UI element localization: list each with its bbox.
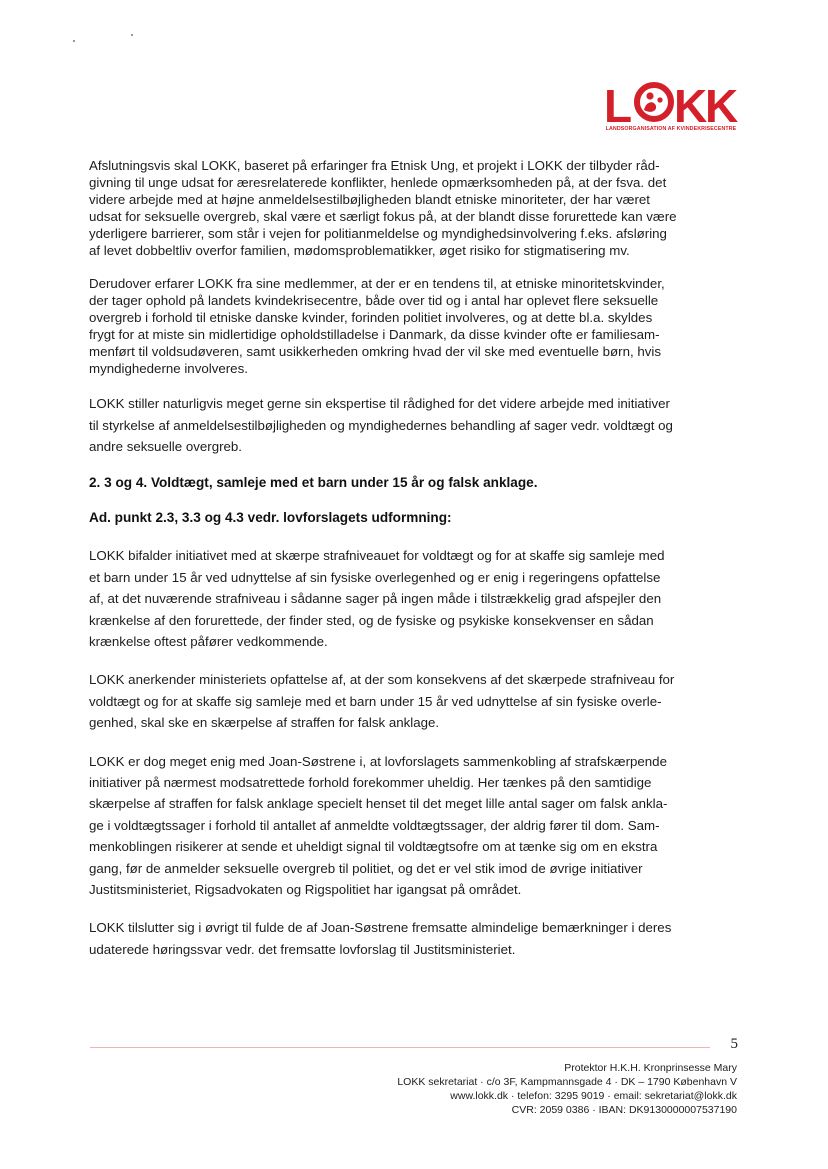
paragraph-joan-soestrene: [89, 751, 741, 901]
text-line: skærpelse af straffen for falsk anklage specielt henset til det meget lille antal sager om falsk ankla-: [89, 796, 668, 812]
text-line: LOKK tilslutter sig i øvrigt til fulde de af Joan-Søstrene fremsatte almindelige bemærkninger i deres: [89, 920, 672, 936]
text-line: menført til voldsudøveren, samt usikkerheden omkring hvad der vil ske med eventuelle børn, hvis: [89, 343, 662, 359]
paragraph-bifalder: [89, 545, 741, 652]
paragraph-ekspertise: [89, 393, 741, 457]
lokk-wordmark: [602, 78, 740, 128]
text-line: af levet dobbeltliv overfor familien, mødomsproblematikker, øget risiko for stigmatisering mv.: [89, 243, 630, 259]
lokk-logo: [602, 78, 740, 136]
paragraph-etnisk-ung: [89, 157, 741, 260]
logo-letter-k-second: K: [705, 80, 739, 128]
page-number: 5: [730, 1036, 738, 1052]
text-line: frygt for at miste sin midlertidige opholdstilladelse i Danmark, da disse kvinder ofte er familiesam-: [89, 326, 660, 342]
text-line: udaterede høringssvar vedr. det fremsatte lovforslag til Justitsministeriet.: [89, 941, 516, 957]
text-line: LOKK stiller naturligvis meget gerne sin ekspertise til rådighed for det videre arbejde med initiativer: [89, 396, 670, 412]
text-line: udsat for seksuelle overgreb, skal være et særligt fokus på, at der blandt disse forurettede kan være: [89, 209, 677, 225]
text-line: yderligere barrierer, som står i vejen for politianmeldelse og myndighedsinvolvering f.eks. afsløring: [89, 226, 667, 242]
text-line: et barn under 15 år ved udnyttelse af sin fysiske overlegenhed og er enig i regeringens opfattelse: [89, 569, 661, 585]
subsection-heading: Ad. punkt 2.3, 3.3 og 4.3 vedr. lovforslagets udformning:: [89, 510, 452, 526]
text-line: overgreb i forhold til etniske danske kvinder, forinden politiet involveres, og at dette bl.a. skyldes: [89, 309, 653, 325]
footer-divider: [90, 1047, 710, 1048]
scan-speck: [73, 40, 75, 42]
paragraph-anerkender: [89, 669, 741, 733]
text-line: videre arbejde med at højne anmeldelsestilbøjligheden blandt etniske minoriteter, der har været: [89, 192, 650, 208]
footer-contact-block: [397, 1061, 737, 1117]
paragraph-minoritetskvinder: [89, 275, 741, 378]
text-line: til styrkelse af anmeldelsestilbøjligheden og myndighedernes behandling af sager vedr. voldtægt og: [89, 417, 673, 433]
text-line: genhed, skal ske en skærpelse af straffen for falsk anklage.: [89, 715, 440, 731]
text-line: initiativer på nærmest modsatrettede forhold forekommer uheldig. Her tænkes på den samtidige: [89, 775, 652, 790]
text-line: LOKK bifalder initiativet med at skærpe strafniveauet for voldtægt og for at skaffe sig samleje med: [89, 548, 665, 564]
text-line: myndighederne involveres.: [89, 361, 248, 377]
text-line: krænkelse oftest påfører vedkommende.: [89, 633, 328, 649]
logo-ring-emblem: [637, 85, 671, 119]
logo-tagline: LANDSORGANISATION AF KVINDEKRISECENTRE: [605, 126, 737, 132]
scan-speck: [131, 34, 133, 36]
text-line: LOKK er dog meget enig med Joan-Søstrene i, at lovforslagets sammenkobling af strafskærpende: [89, 753, 667, 769]
footer-bank-line: CVR: 2059 0386 · IBAN: DK9130000007537190: [511, 1104, 737, 1116]
section-heading: 2. 3 og 4. Voldtægt, samleje med et barn under 15 år og falsk anklage.: [89, 475, 538, 491]
footer-patron-line: Protektor H.K.H. Kronprinsesse Mary: [564, 1062, 737, 1074]
text-line: af, at det nuværende strafniveau i sådanne sager på ingen måde i tilstrækkelig grad afspejler den: [89, 591, 662, 607]
text-line: krænkelse af den forurettede, der finder sted, og de fysiske og psykiske konsekvenser en sådan: [89, 612, 654, 628]
paragraph-tilslutter: [89, 917, 741, 960]
text-line: voldtægt og for at skaffe sig samleje med et barn under 15 år ved udnyttelse af sin fysiske overle-: [89, 693, 662, 709]
text-line: Afslutningsvis skal LOKK, baseret på erfaringer fra Etnisk Ung, et projekt i LOKK der tilbyder råd-: [89, 158, 660, 173]
text-line: LOKK anerkender ministeriets opfattelse af, at der som konsekvens af det skærpede strafniveau for: [89, 672, 675, 688]
letter-body: [89, 157, 741, 960]
text-line: Derudover erfarer LOKK fra sine medlemmer, at der er en tendens til, at etniske minoritetskvinder,: [89, 275, 665, 291]
text-line: ge i voldtægtssager i forhold til antallet af anmeldte voldtægtssager, der aldrig fører til dom. Sam-: [89, 817, 660, 833]
logo-letter-l: L: [604, 80, 633, 128]
text-line: andre seksuelle overgreb.: [89, 438, 243, 454]
footer-address-line: LOKK sekretariat · c/o 3F, Kampmannsgade 4 · DK – 1790 København V: [397, 1076, 737, 1088]
text-line: der tager ophold på landets kvindekrisecentre, både over tid og i antal har oplevet flere seksuelle: [89, 292, 659, 308]
footer-contact-line: www.lokk.dk · telefon: 3295 9019 · email: sekretariat@lokk.dk: [450, 1090, 737, 1102]
logo-letter-k-first: K: [674, 80, 708, 128]
text-line: givning til unge udsat for æresrelaterede konflikter, henlede opmærksomheden på, at der fsva. det: [89, 175, 667, 191]
text-line: menkoblingen risikerer at sende et uheldigt signal til voldtægtsofre om at tænke sig om en ekstra: [89, 839, 658, 855]
text-line: Justitsministeriet, Rigsadvokaten og Rigspolitiet har igangsat på området.: [89, 882, 522, 898]
text-line: gang, før de anmelder seksuelle overgreb til politiet, og det er vel stik imod de øvrige initiativer: [89, 860, 643, 876]
